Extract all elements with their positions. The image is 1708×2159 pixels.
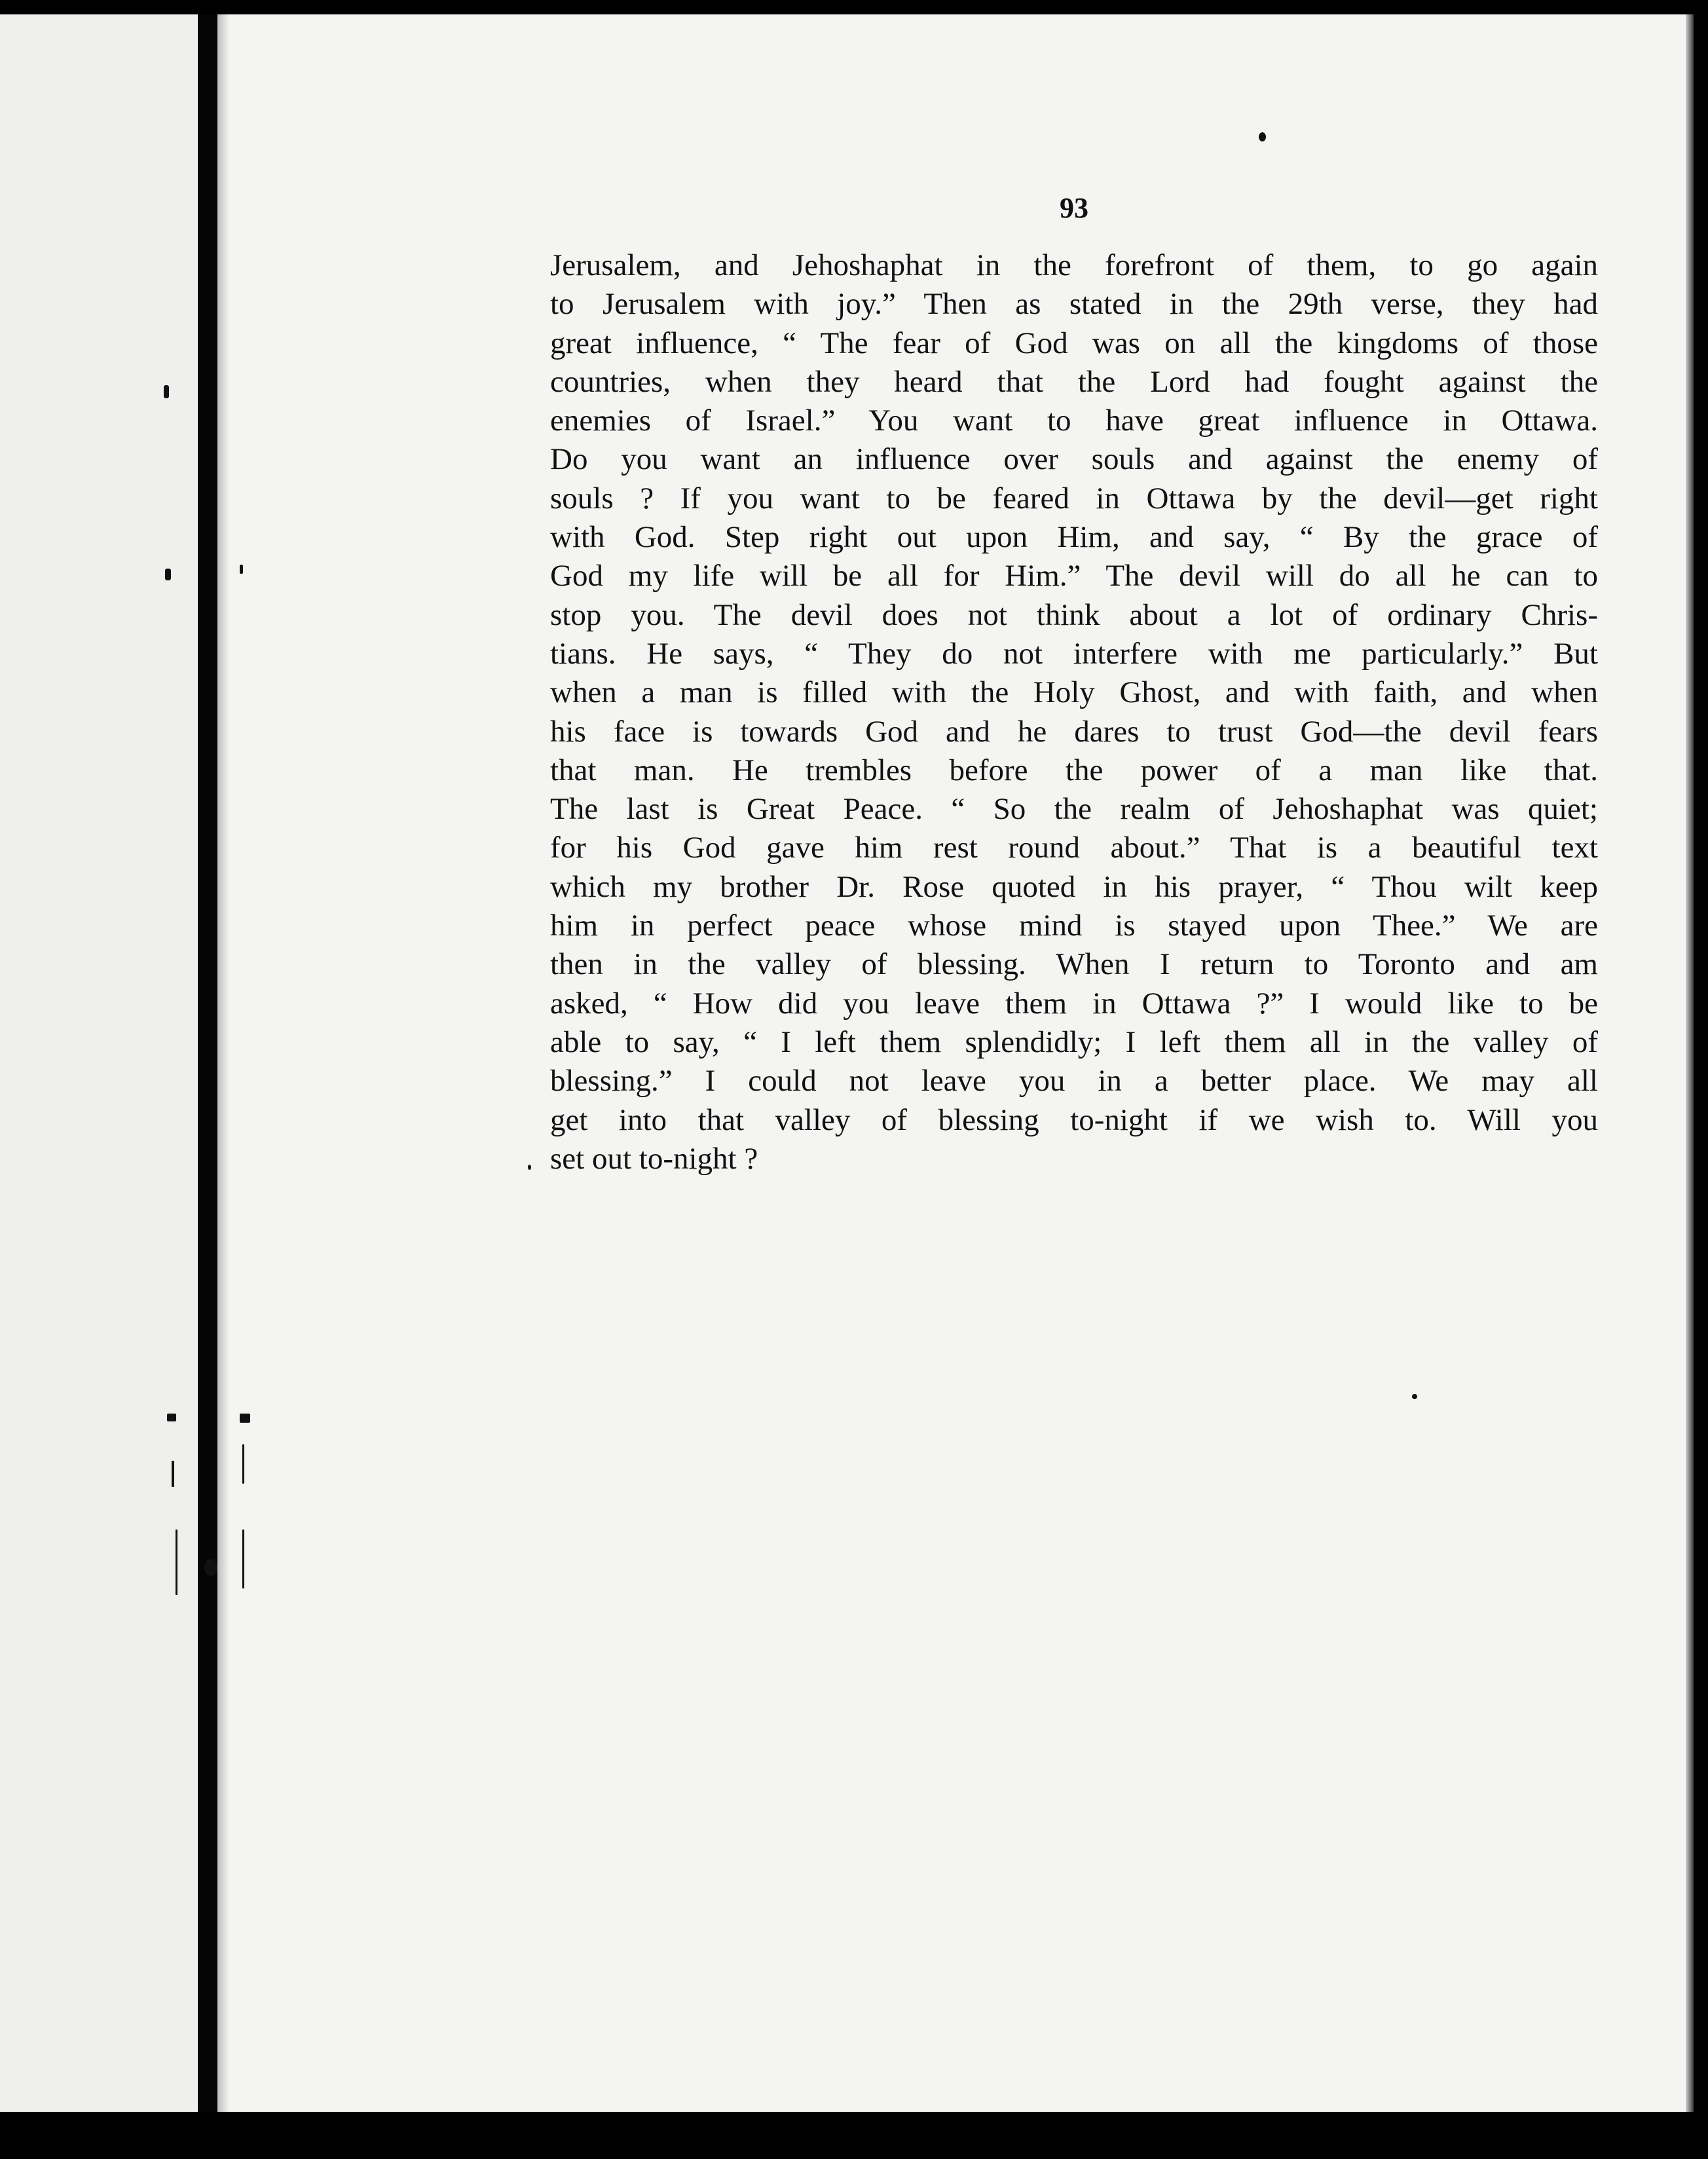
text-line: for his God gave him rest round about.” That is a beautiful text (550, 831, 1598, 865)
text-line: asked, “ How did you leave them in Ottawa ?” I would like to be (550, 986, 1598, 1021)
scan-border-top (0, 0, 1708, 14)
text-line: that man. He trembles before the power of a man like that. (550, 753, 1598, 787)
scan-speck (1412, 1394, 1417, 1399)
facing-page-margin (0, 14, 196, 2112)
scan-speck (172, 1461, 174, 1487)
scan-speck (164, 385, 169, 398)
text-line: God my life will be all for Him.” The devil will do all he can to (550, 559, 1598, 593)
text-line: The last is Great Peace. “ So the realm of Jehoshaphat was quiet; (550, 792, 1598, 827)
scan-speck (242, 1444, 244, 1484)
text-line: with God. Step right out upon Him, and say, “ By the grace of (550, 520, 1598, 555)
scan-border-bottom (0, 2112, 1708, 2159)
text-line: Do you want an influence over souls and against the enemy of (550, 442, 1598, 477)
text-line: when a man is filled with the Holy Ghost, and with faith, and when (550, 675, 1598, 710)
body-text (550, 246, 1598, 1178)
scan-speck (240, 565, 243, 574)
scan-speck (204, 1559, 217, 1576)
scan-border-right (1694, 0, 1708, 2159)
text-line: which my brother Dr. Rose quoted in his prayer, “ Thou wilt keep (550, 869, 1598, 904)
text-line: set out to-night ? (550, 1141, 758, 1176)
text-line: blessing.” I could not leave you in a better place. We may all (550, 1064, 1598, 1098)
text-line: stop you. The devil does not think about a lot of ordinary Chris- (550, 597, 1598, 632)
text-line: Jerusalem, and Jehoshaphat in the forefront of them, to go again (550, 248, 1598, 282)
page-number: 93 (1060, 192, 1088, 224)
text-line: get into that valley of blessing to-night if we wish to. Will you (550, 1102, 1598, 1137)
text-line: to Jerusalem with joy.” Then as stated in the 29th verse, they had (550, 287, 1598, 322)
scan-speck (176, 1530, 177, 1595)
gutter-shadow (217, 14, 229, 2112)
book-gutter (198, 14, 217, 2112)
text-line: great influence, “ The fear of God was on all the kingdoms of those (550, 326, 1598, 360)
text-line: enemies of Israel.” You want to have great influence in Ottawa. (550, 404, 1598, 438)
text-line: him in perfect peace whose mind is stayed upon Thee.” We are (550, 909, 1598, 943)
scan-speck (167, 1414, 176, 1421)
text-line: countries, when they heard that the Lord had fought against the (550, 364, 1598, 399)
text-line: souls ? If you want to be feared in Ottawa by the devil—get right (550, 481, 1598, 516)
text-line: then in the valley of blessing. When I return to Toronto and am (550, 947, 1598, 982)
scan-speck (240, 1414, 250, 1423)
text-line: tians. He says, “ They do not interfere with me particularly.” But (550, 636, 1598, 671)
scan-speck (242, 1530, 244, 1588)
text-line: able to say, “ I left them splendidly; I left them all in the valley of (550, 1024, 1598, 1059)
scan-speck (165, 569, 171, 580)
text-line: his face is towards God and he dares to trust God—the devil fears (550, 714, 1598, 749)
scan-speck (1259, 132, 1266, 141)
scan-speck (528, 1165, 531, 1170)
page-edge-shadow (1686, 14, 1694, 2112)
